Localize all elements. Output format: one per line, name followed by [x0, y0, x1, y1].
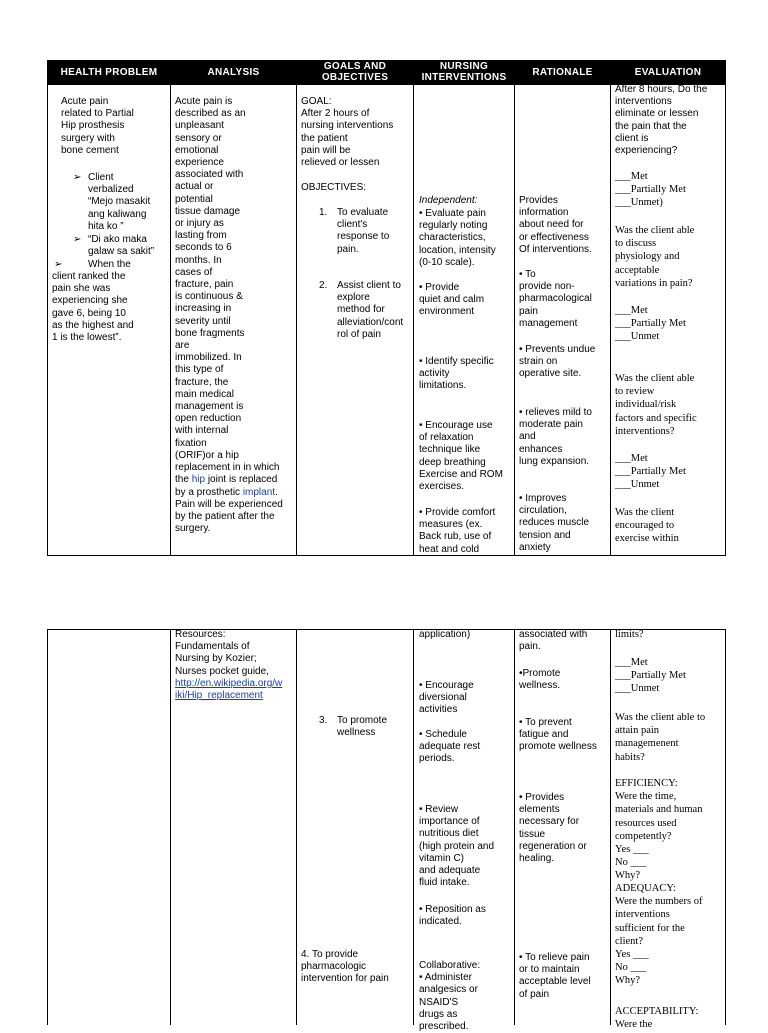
independent-label: Independent: — [419, 195, 478, 206]
column-divider — [413, 630, 414, 1025]
bullet-arrow-icon: ➢ — [73, 172, 82, 183]
rationale-prevent-fatigue: • To prevent fatigue and promote wellness — [519, 717, 597, 753]
table-header-row — [48, 60, 725, 84]
evaluation-question-4: Was the client encouraged to exercise within — [615, 507, 679, 545]
evaluation-efficiency: EFFICIENCY: Were the time, materials and human resources used competently? Yes ___ No ___ Why? — [615, 778, 703, 882]
intervention-diversional: • Encourage diversional activities — [419, 680, 474, 716]
bullet-arrow-icon: ➢ — [73, 234, 82, 245]
client-statement-1: Client verbalized “Mejo masakit ang kaliwang hita ko ” — [88, 172, 151, 232]
health-problem-text: Acute pain related to Partial Hip prosthesis surgery with bone cement — [61, 96, 134, 156]
evaluation-question-5: Was the client able to attain pain managemenent habits? — [615, 712, 706, 763]
header-analysis: ANALYSIS — [171, 60, 297, 84]
hip-link[interactable]: hip — [191, 474, 206, 486]
analysis-text-part-1: Acute pain is described as an unpleasant sensory or emotional experience associated with actual or potential tissue damage or injury as lasting from seconds to 6 months. In cases of fracture, pain is continuous & increasing in severity until bone fragments are immobilized. In this type of fracture, the main medical management is open reduction with internal fixation (ORIF)or a hip replacement in in which the — [175, 96, 280, 486]
evaluation-question-1: After 8 hours, Do the interventions eliminate or lessen the pain that the client is experiencing? — [615, 84, 708, 157]
column-divider — [170, 630, 171, 1025]
rationale-relieves-pain: • relieves mild to moderate pain and enhances lung expansion. — [519, 407, 592, 467]
evaluation-limits: limits? — [615, 629, 644, 640]
header-goals-objectives: GOALS AND OBJECTIVES — [297, 60, 414, 84]
column-divider — [413, 60, 414, 556]
resources-text: Resources: Fundamentals of Nursing by Kozier; Nurses pocket guide, — [175, 629, 269, 677]
evaluation-options-2: ___Met ___Partially Met ___Unmet — [615, 305, 686, 343]
analysis-text-part-3: . Pain will be experienced by the patient after the surgery. — [175, 486, 283, 535]
header-evaluation: EVALUATION — [634, 66, 702, 78]
intervention-comfort-measures: • Provide comfort measures (ex. Back rub, use of heat and cold — [419, 507, 496, 555]
goal-text: GOAL: After 2 hours of nursing interventions the patient pain will be relieved or lessen — [301, 96, 394, 169]
bullet-arrow-icon: ➢ — [54, 259, 63, 270]
column-divider — [296, 630, 297, 1025]
column-divider — [610, 60, 611, 556]
evaluation-options-4: ___Met ___Partially Met ___Unmet — [615, 657, 686, 695]
rationale-tissue-regeneration: • Provides elements necessary for tissue regeneration or healing. — [519, 792, 587, 865]
intervention-schedule-rest: • Schedule adequate rest periods. — [419, 729, 481, 765]
header-nursing-interventions: NURSING INTERVENTIONS — [414, 60, 515, 84]
intervention-quiet-environment: • Provide quiet and calm environment — [419, 282, 485, 318]
care-plan-table-2 — [47, 629, 726, 1033]
evaluation-question-3: Was the client able to review individual/risk factors and specific interventions? — [615, 373, 697, 437]
rationale-associated-pain: associated with pain. — [519, 629, 588, 653]
evaluation-acceptability: ACCEPTABILITY: Were the — [615, 1006, 699, 1031]
header-rationale: RATIONALE — [515, 60, 611, 84]
objective-2-text: Assist client to explore method for alleviation/cont rol of pain — [337, 280, 404, 340]
objective-1-number: 1. — [319, 207, 328, 218]
intervention-relaxation: • Encourage use of relaxation technique like deep breathing Exercise and ROM exercises. — [419, 420, 503, 493]
objectives-label: OBJECTIVES: — [301, 182, 367, 193]
analysis-text-part-2: joint is replaced by a prosthetic — [175, 474, 278, 498]
rationale-non-pharmacological: • To provide non- pharmacological pain management — [519, 269, 592, 329]
objective-3-number: 3. — [319, 715, 328, 726]
objective-3-text: To promote wellness — [337, 715, 388, 739]
header-health-problem: HEALTH PROBLEM — [48, 60, 171, 84]
rationale-prevents-strain: • Prevents undue strain on operative site. — [519, 344, 596, 380]
intervention-application: application) — [419, 629, 471, 640]
evaluation-question-2: Was the client able to discuss physiology and acceptable variations in pain? — [615, 225, 695, 289]
rationale-information: Provides information about need for or effectiveness Of interventions. — [519, 195, 592, 255]
rationale-promote-wellness: •Promote wellness. — [519, 668, 561, 692]
column-divider — [514, 60, 515, 556]
intervention-collaborative: Collaborative: • Administer analgesics or NSAID'S drugs as prescribed. — [419, 960, 481, 1033]
objective-1-text: To evaluate client's response to pain. — [337, 207, 390, 255]
intervention-reposition: • Reposition as indicated. — [419, 904, 486, 928]
analysis-text — [175, 96, 297, 535]
client-statement-3: When the — [88, 259, 131, 270]
column-divider — [170, 60, 171, 556]
column-divider — [514, 630, 515, 1025]
implant-link[interactable]: implant — [242, 486, 276, 498]
table-bottom-border — [48, 555, 725, 556]
rationale-improves-circulation: • Improves circulation, reduces muscle tension and anxiety — [519, 493, 590, 553]
intervention-evaluate-pain: • Evaluate pain regularly noting characteristics, location, intensity (0-10 scale). — [419, 208, 496, 268]
objective-2-number: 2. — [319, 280, 328, 291]
pain-rating-text: client ranked the pain she was experiencing she gave 6, being 10 as the highest and 1 is the lowest”. — [52, 271, 134, 344]
column-divider — [610, 630, 611, 1025]
care-plan-table-1 — [47, 60, 726, 556]
rationale-relieve-pain: • To relieve pain or to maintain acceptable level of pain — [519, 952, 591, 1000]
evaluation-adequacy: ADEQUACY: Were the numbers of interventions sufficient for the client? Yes ___ No ___ Why? — [615, 883, 703, 987]
wikipedia-link[interactable]: http://en.wikipedia.org/w iki/Hip_replacement — [175, 678, 283, 702]
evaluation-options-3: ___Met ___Partially Met ___Unmet — [615, 453, 686, 491]
intervention-nutrition: • Review importance of nutritious diet (high protein and vitamin C) and adequate fluid intake. — [419, 804, 495, 889]
client-statement-2: “Di ako maka galaw sa sakit” — [88, 234, 155, 258]
intervention-identify-limitations: • Identify specific activity limitations. — [419, 356, 494, 392]
objective-4-text: 4. To provide pharmacologic intervention for pain — [301, 949, 389, 985]
evaluation-options-1: ___Met ___Partially Met ___Unmet) — [615, 171, 686, 209]
